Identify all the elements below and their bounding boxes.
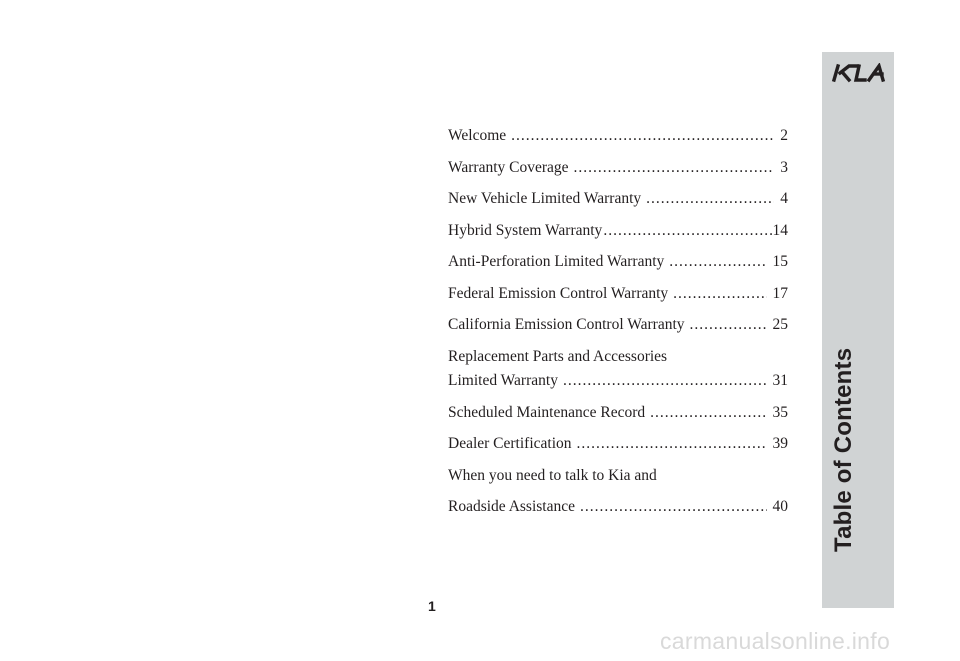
toc-entry-roadside-assistance[interactable] [448,460,788,523]
toc-entry-scheduled-maintenance-record[interactable] [448,397,788,429]
toc-entry-title: Federal Emission Control Warranty [448,284,669,302]
table-of-contents [448,120,788,523]
toc-entry-hybrid-system-warranty[interactable] [448,215,788,247]
toc-entry-page: 17 [772,284,788,302]
toc-dot-leader [580,491,767,523]
toc-dot-leader [603,215,772,247]
toc-entry-title-line1: When you need to talk to Kia and [448,466,657,484]
toc-entry-title-line1: Replacement Parts and Accessories [448,347,668,365]
toc-entry-california-emission-control-warranty[interactable] [448,309,788,341]
toc-entry-title: Welcome [448,127,507,144]
toc-dot-leader [690,309,767,341]
toc-entry-page: 31 [772,371,788,389]
toc-entry-title: Anti-Perforation Limited Warranty [448,253,665,270]
toc-entry-page: 3 [780,158,788,176]
toc-entry-new-vehicle-limited-warranty[interactable] [448,183,788,215]
toc-entry-welcome[interactable] [448,120,788,152]
toc-entry-page: 15 [772,253,788,270]
toc-entry-page: 2 [780,127,788,144]
toc-entry-page: 25 [772,316,788,333]
toc-entry-page: 39 [772,435,788,452]
toc-entry-title: Dealer Certification [448,435,572,452]
toc-entry-page: 40 [772,498,788,515]
section-title-vertical [830,348,858,552]
toc-entry-page: 35 [772,403,788,421]
toc-entry-replacement-parts-limited-warranty[interactable] [448,341,788,397]
toc-dot-leader [511,120,774,152]
watermark: carmanualsonline.info [660,628,891,654]
toc-entry-federal-emission-control-warranty[interactable] [448,278,788,310]
toc-entry-title: Limited Warranty [448,371,558,389]
toc-entry-title: California Emission Control Warranty [448,316,685,333]
toc-dot-leader [650,397,766,429]
page-number: 1 [428,598,436,614]
toc-entry-warranty-coverage[interactable] [448,152,788,184]
toc-entry-dealer-certification[interactable] [448,428,788,460]
toc-entry-anti-perforation-limited-warranty[interactable] [448,246,788,278]
toc-dot-leader [574,152,775,184]
toc-entry-title: Roadside Assistance [448,498,575,515]
toc-dot-leader [646,183,774,215]
toc-dot-leader [563,369,767,393]
toc-entry-page: 14 [772,221,788,239]
toc-entry-title: New Vehicle Limited Warranty [448,190,642,207]
toc-entry-title: Warranty Coverage [448,158,569,176]
toc-dot-leader [669,246,766,278]
toc-entry-page: 4 [780,190,788,207]
kia-logo-icon [831,63,893,83]
section-side-tab [822,52,894,608]
section-title: Table of Contents [830,347,857,552]
toc-dot-leader [673,278,766,310]
toc-dot-leader [577,428,767,460]
toc-entry-title: Scheduled Maintenance Record [448,403,646,421]
toc-entry-line [448,491,788,523]
toc-entry-line [448,369,788,393]
toc-entry-title: Hybrid System Warranty [448,221,603,239]
